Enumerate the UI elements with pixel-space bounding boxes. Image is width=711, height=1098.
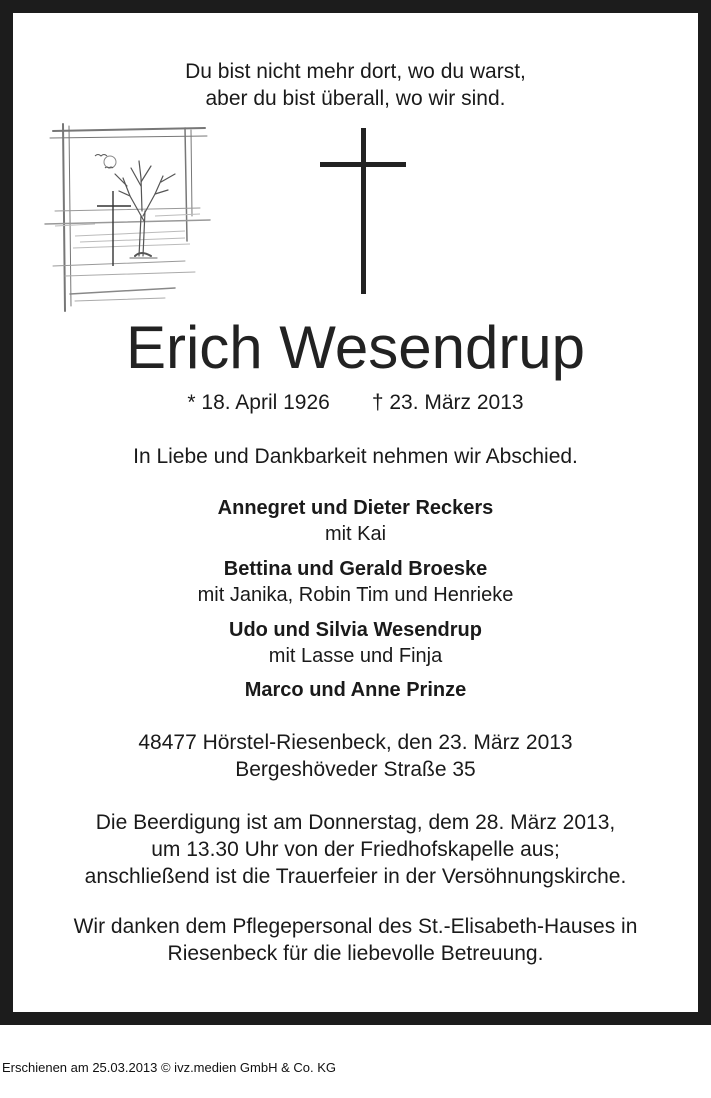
publication-footer: Erschienen am 25.03.2013 © ivz.medien GmbH & Co. KG <box>2 1060 337 1075</box>
poem-line-1: Du bist nicht mehr dort, wo du warst, <box>185 60 526 83</box>
funeral-line-2: um 13.30 Uhr von der Friedhofskapelle aus; <box>151 838 560 861</box>
family-3-names: Udo und Silvia Wesendrup <box>229 619 482 641</box>
family-2-children: mit Janika, Robin Tim und Henrieke <box>197 584 514 606</box>
place-date: 48477 Hörstel-Riesenbeck, den 23. März 2013 <box>138 731 573 754</box>
poem <box>13 58 698 112</box>
family-1-children: mit Kai <box>324 523 387 545</box>
street-address: Bergeshöveder Straße 35 <box>235 758 476 781</box>
thanks-line-1: Wir danken dem Pflegepersonal des St.-Elisabeth-Hauses in <box>73 915 638 938</box>
thanks-line-2: Riesenbeck für die liebevolle Betreuung. <box>167 942 544 965</box>
cross-icon <box>320 128 406 298</box>
family-1-names: Annegret und Dieter Reckers <box>217 497 494 519</box>
family-3-children: mit Lasse und Finja <box>268 645 443 667</box>
birth-date: * 18. April 1926 <box>187 391 330 414</box>
family-4-names: Marco und Anne Prinze <box>244 679 467 701</box>
tree-window-sketch-icon <box>35 116 215 316</box>
life-dates <box>13 389 698 417</box>
death-date: † 23. März 2013 <box>371 391 524 414</box>
farewell-line: In Liebe und Dankbarkeit nehmen wir Abschied. <box>133 445 578 468</box>
poem-line-2: aber du bist überall, wo wir sind. <box>205 87 506 110</box>
deceased-name: Erich Wesendrup <box>125 314 586 381</box>
funeral-line-1: Die Beerdigung ist am Donnerstag, dem 28. März 2013, <box>95 811 616 834</box>
family-2-names: Bettina und Gerald Broeske <box>223 558 488 580</box>
funeral-line-3: anschließend ist die Trauerfeier in der Versöhnungskirche. <box>84 865 627 888</box>
